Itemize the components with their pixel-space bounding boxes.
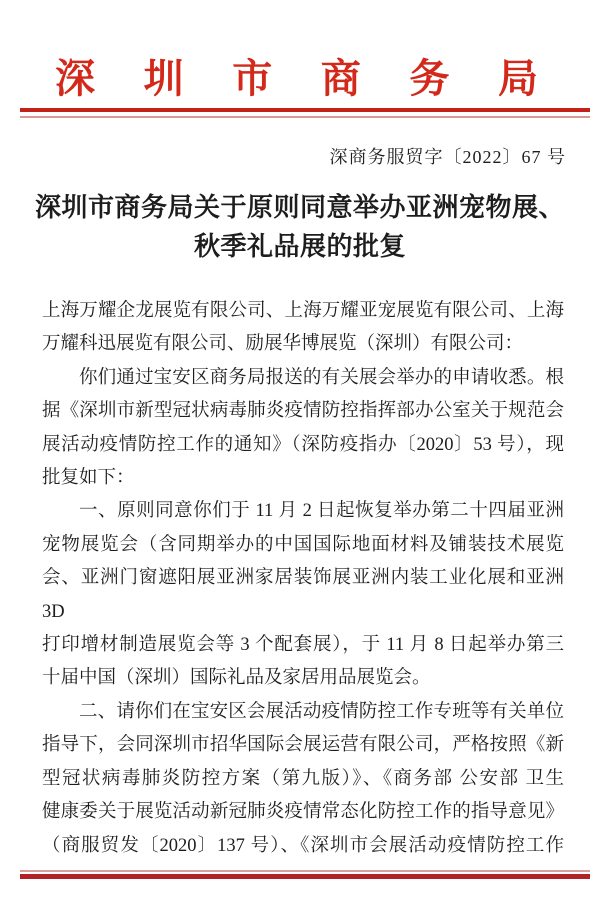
document-title [0,188,600,266]
body-line: 指导下，会同深圳市招华国际会展运营有限公司，严格按照《新 [42,735,564,756]
body-line: 你们通过宝安区商务局报送的有关展会举办的申请收悉。根 [79,367,564,388]
body-line: 打印增材制造展览会等 3 个配套展），于 11 月 8 日起举办第三 [42,635,564,656]
footer-divider-thin-line [20,870,590,872]
body-line: （商服贸发〔2020〕137 号）、《深圳市会展活动疫情防控工作 [42,835,564,856]
body-line: 会、亚洲门窗遮阳展亚洲家居装饰展亚洲内装工业化展和亚洲 3D [42,568,564,622]
header-divider [20,108,590,118]
document-title-line-2: 秋季礼品展的批复 [193,232,406,261]
footer-divider [20,870,590,879]
body-line: 展活动疫情防控工作的通知》（深防疫指办〔2020〕53 号），现 [42,434,564,455]
body-line: 据《深圳市新型冠状病毒肺炎疫情防控指挥部办公室关于规范会 [42,401,564,422]
body-line: 批复如下： [42,468,135,489]
document-title-line-1: 深圳市商务局关于原则同意举办亚洲宠物展、 [34,193,565,222]
agency-masthead: 深圳市商务局 [55,56,538,101]
body-line: 一、原则同意你们于 11 月 2 日起恢复举办第二十四届亚洲 [79,501,564,522]
document-number: 深商务服贸字〔2022〕67 号 [329,147,566,167]
footer-divider-thick-line [20,874,590,879]
body-line: 万耀科迅展览有限公司、励展华博展览（深圳）有限公司： [42,334,524,355]
body-line: 十届中国（深圳）国际礼品及家居用品展览会。 [42,668,431,689]
body-line: 健康委关于展览活动新冠肺炎疫情常态化防控工作的指导意见》 [42,802,564,823]
body-line: 型冠状病毒肺炎防控方案（第九版）》、《商务部 公安部 卫生 [42,768,564,789]
body-line: 宠物展览会（含同期举办的中国国际地面材料及铺装技术展览 [42,534,564,555]
header-divider-thick-line [20,108,590,112]
body-line: 上海万耀企龙展览有限公司、上海万耀亚宠展览有限公司、上海 [42,301,564,321]
body-line: 二、请你们在宝安区会展活动疫情防控工作专班等有关单位 [79,701,564,722]
header-divider-thin-line [20,116,590,118]
document-body [42,295,564,863]
